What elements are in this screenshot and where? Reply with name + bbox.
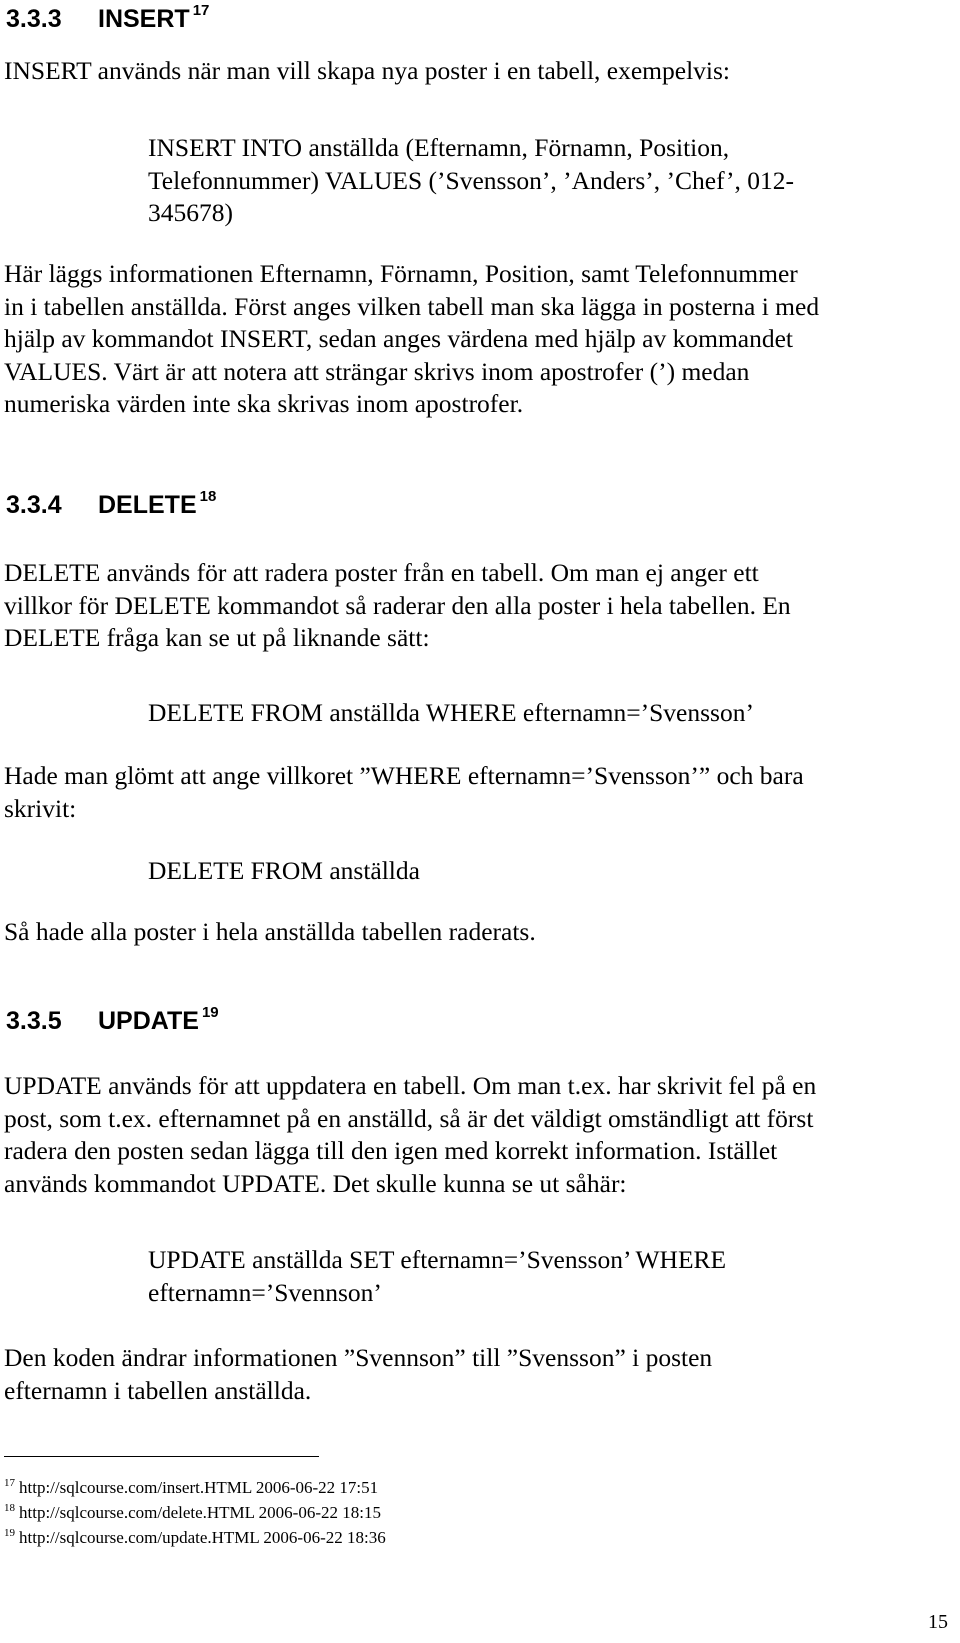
footnote-separator bbox=[4, 1456, 319, 1457]
text-line: Hade man glömt att ange villkoret ”WHERE efternamn=’Svensson’” och bara bbox=[4, 761, 804, 790]
update-code-example bbox=[148, 1244, 726, 1309]
text-line: radera den posten sedan lägga till den igen med korrekt information. Istället bbox=[4, 1136, 778, 1166]
code-line: efternamn=’Svennson’ bbox=[148, 1277, 382, 1307]
text-line: DELETE fråga kan se ut på liknande sätt: bbox=[4, 623, 430, 653]
footnote-link[interactable]: http://sqlcourse.com/insert.HTML 2006-06-22 17:51 bbox=[19, 1478, 379, 1497]
section-number: 3.3.3 bbox=[6, 5, 62, 33]
section-title bbox=[98, 1006, 219, 1040]
section-heading-update bbox=[6, 1004, 219, 1036]
text-line: UPDATE används för att uppdatera en tabell. Om man t.ex. har skrivit fel på en bbox=[4, 1071, 817, 1100]
footnote-ref[interactable]: 19 bbox=[201, 1004, 219, 1021]
footnote-18 bbox=[4, 1500, 381, 1528]
footnote-ref[interactable]: 18 bbox=[199, 488, 217, 505]
footnote-number: 19 bbox=[4, 1527, 15, 1539]
footnote-number: 18 bbox=[4, 1502, 15, 1514]
section-title-text: INSERT bbox=[98, 5, 190, 33]
footnote-ref[interactable]: 17 bbox=[192, 2, 210, 19]
delete-code-example bbox=[148, 697, 754, 730]
footnote-number: 17 bbox=[4, 1477, 15, 1489]
section-title bbox=[98, 4, 209, 38]
page-number: 15 bbox=[928, 1611, 948, 1633]
section-title bbox=[98, 490, 216, 524]
text-line: INSERT används när man vill skapa nya poster i en tabell, exempelvis: bbox=[4, 56, 730, 85]
text-line: DELETE används för att radera poster från en tabell. Om man ej anger ett bbox=[4, 558, 759, 587]
footnote-17 bbox=[4, 1475, 378, 1503]
text-line: hjälp av kommandot INSERT, sedan anges värdena med hjälp av kommandet bbox=[4, 324, 793, 354]
section-heading-insert bbox=[6, 2, 210, 34]
text-line: post, som t.ex. efternamnet på en anställd, så är det väldigt omständligt att först bbox=[4, 1103, 814, 1133]
code-line: Telefonnummer) VALUES (’Svensson’, ’Anders’, ’Chef’, 012- bbox=[148, 165, 794, 195]
code-line: INSERT INTO anställda (Efternamn, Förnamn, Position, bbox=[148, 133, 730, 162]
text-line: efternamn i tabellen anställda. bbox=[4, 1375, 312, 1405]
delete-intro bbox=[4, 557, 954, 655]
footnote-19 bbox=[4, 1525, 386, 1553]
text-line: Här läggs informationen Efternamn, Förnamn, Position, samt Telefonnummer bbox=[4, 259, 798, 288]
code-line: DELETE FROM anställda WHERE efternamn=’Svensson’ bbox=[148, 698, 754, 727]
footnote-link[interactable]: http://sqlcourse.com/update.HTML 2006-06-22 18:36 bbox=[19, 1528, 386, 1547]
footnote-link[interactable]: http://sqlcourse.com/delete.HTML 2006-06-22 18:15 bbox=[19, 1503, 381, 1522]
text-line: numeriska värden inte ska skrivas inom apostrofer. bbox=[4, 389, 524, 419]
text-line: Så hade alla poster i hela anställda tabellen raderats. bbox=[4, 917, 536, 946]
insert-code-example bbox=[148, 132, 794, 230]
section-number: 3.3.4 bbox=[6, 491, 62, 519]
text-line: skrivit: bbox=[4, 793, 77, 823]
section-heading-delete bbox=[6, 488, 217, 520]
insert-intro bbox=[4, 55, 954, 88]
text-line: Den koden ändrar informationen ”Svennson” till ”Svensson” i posten bbox=[4, 1343, 713, 1372]
text-line: in i tabellen anställda. Först anges vilken tabell man ska lägga in posterna i med bbox=[4, 291, 820, 321]
text-line: villkor för DELETE kommandot så raderar den alla poster i hela tabellen. En bbox=[4, 590, 791, 620]
text-line: VALUES. Värt är att notera att strängar skrivs inom apostrofer (’) medan bbox=[4, 356, 750, 386]
text-line: används kommandot UPDATE. Det skulle kunna se ut såhär: bbox=[4, 1168, 627, 1198]
section-number: 3.3.5 bbox=[6, 1007, 62, 1035]
code-line: UPDATE anställda SET efternamn=’Svensson’ WHERE bbox=[148, 1245, 727, 1274]
insert-body bbox=[4, 258, 954, 421]
delete-middle bbox=[4, 760, 954, 825]
section-title-text: UPDATE bbox=[98, 1007, 199, 1035]
update-intro bbox=[4, 1070, 954, 1200]
section-title-text: DELETE bbox=[98, 491, 197, 519]
delete-outro bbox=[4, 916, 954, 949]
delete-code-example-2 bbox=[148, 855, 420, 888]
code-line: DELETE FROM anställda bbox=[148, 856, 420, 885]
code-line: 345678) bbox=[148, 198, 233, 228]
update-outro bbox=[4, 1342, 954, 1407]
